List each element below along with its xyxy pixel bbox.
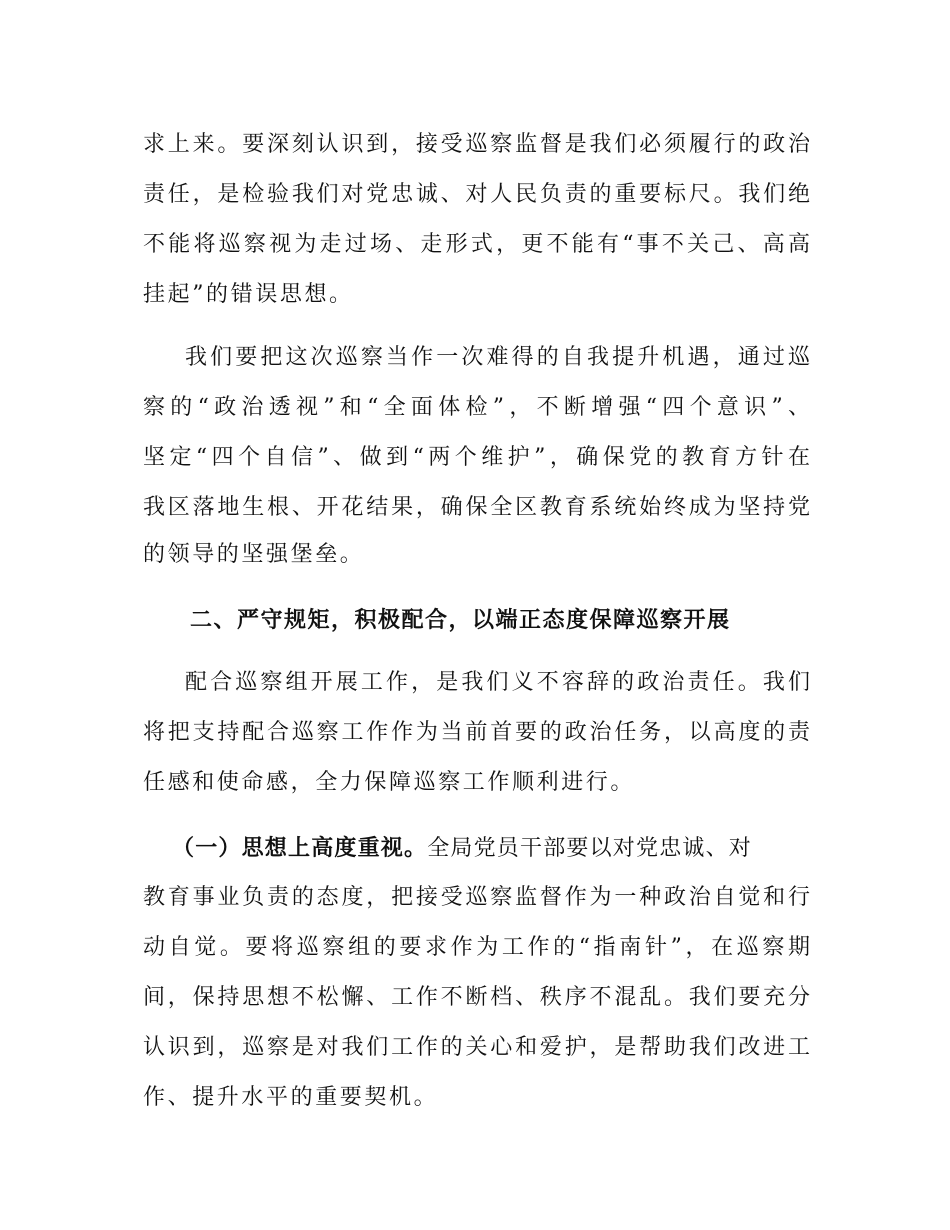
text-span: 全局党员干部要以对党忠诚、对 xyxy=(427,836,753,861)
text-line: 不能将巡察视为走过场、走形式，更不能有“事不关己、高高 xyxy=(143,232,810,257)
text-line: 动自觉。要将巡察组的要求作为工作的“指南针”，在巡察期 xyxy=(143,935,810,960)
text-line: 将把支持配合巡察工作作为当前首要的政治任务，以高度的责 xyxy=(143,720,810,745)
text-line: 坚定“四个自信”、做到“两个维护”，确保党的教育方针在 xyxy=(143,445,810,470)
section-heading: 二、严守规矩，积极配合，以端正态度保障巡察开展 xyxy=(190,607,731,633)
text-line: 间，保持思想不松懈、工作不断档、秩序不混乱。我们要充分 xyxy=(143,985,810,1010)
text-line: 察的“政治透视”和“全面体检”，不断增强“四个意识”、 xyxy=(143,395,810,420)
text-line: 任感和使命感，全力保障巡察工作顺利进行。 xyxy=(143,770,636,795)
subheading-lead: （一）思想上高度重视。 xyxy=(172,835,428,861)
text-line xyxy=(172,823,810,873)
text-line: 配合巡察组开展工作，是我们义不容辞的政治责任。我们 xyxy=(185,670,810,695)
text-line: 我区落地生根、开花结果，确保全区教育系统始终成为坚持党 xyxy=(143,495,810,520)
text-line: 挂起”的错误思想。 xyxy=(143,282,354,307)
text-line: 作、提升水平的重要契机。 xyxy=(143,1085,439,1110)
text-line: 我们要把这次巡察当作一次难得的自我提升机遇，通过巡 xyxy=(185,345,810,370)
text-line: 认识到，巡察是对我们工作的关心和爱护，是帮助我们改进工 xyxy=(143,1035,810,1060)
text-line: 教育事业负责的态度，把接受巡察监督作为一种政治自觉和行 xyxy=(143,885,810,910)
text-line: 责任，是检验我们对党忠诚、对人民负责的重要标尺。我们绝 xyxy=(143,182,810,207)
text-line: 的领导的坚强堡垒。 xyxy=(143,542,365,567)
text-line: 求上来。要深刻认识到，接受巡察监督是我们必须履行的政治 xyxy=(143,132,810,157)
